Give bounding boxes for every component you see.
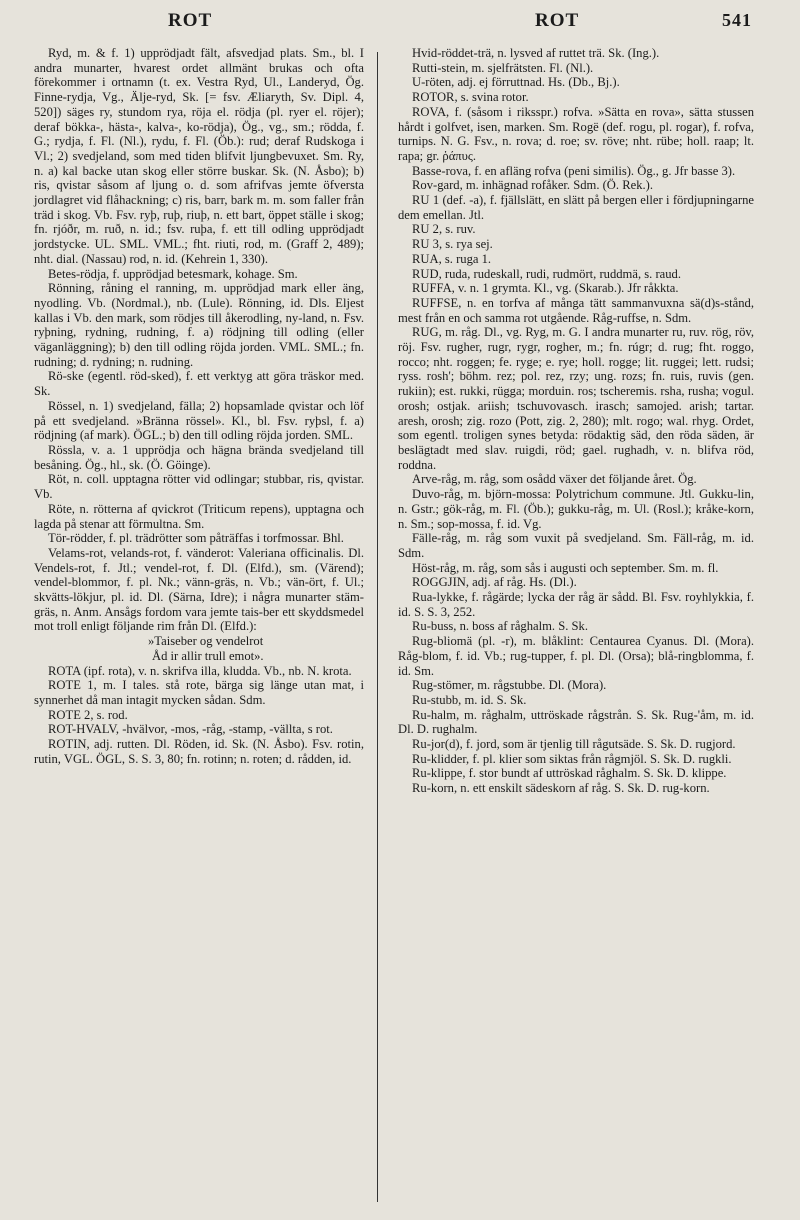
entry-arve-rag: Arve-råg, m. råg, som osådd växer det följande året. Ög. [412,472,697,487]
entry-ru-buss: Ru-buss, n. boss af råghalm. S. Sk. [412,619,588,634]
entry-ryd: Ryd, m. & f. 1) upprödjadt fält, afsvedjad plats. Sm., bl. I andra munarter, hvarest ordet allmänt brukas och ofta förekommer i ortnamn (t. ex. Vestra Ryd, Ul., Landeryd, Ög. Finne-rydja, Vg., Älje-ryd, Sk. [= fsv. Æliaryth, Sv. Dipl. 4, 520]) säges ry, stundom rya, röja el. rödja (pl. ryer el. röjer); deraf bökka-, hästa-, kalva-, ko-rödja), Ög., vg., sm.; rödda, f. G.; rydja, f. Fl. (Nl.), rydu, f. Fl. (Öb.): rud; deraf Rudskoga i Vl.; 2) svedjeland, som med tiden blifvit ljungbevuxet. Sm. Ry, n. a) kal backe utan skog eller större buskar. Sk. (N. Åsbo); b) ris, qvistar såsom af ljung o. d. som afrifvas jemte öfversta jordlagret vid flåhackning; c) ris, barr, bark m. m. som faller från träd i skog. Vb. Fsv. ryþ, ruþ, riuþ, n. ett bart, öppet ställe i skog; fn. rjóðr, m. ruð, n. id.; fsv. ruþa, f. ett till odling upprödjadt jordstycke. UL. SML. VML.; fht. riuti, rod, m. (Graff 2, 489); nht. dial. (Nassau) rod, n. id. (Kehrein 1, 330). [34,46,364,266]
verse-line-1: »Taiseber og vendelrot [148,634,264,649]
entry-ru-1: RU 1 (def. -a), f. fjällslätt, en slätt på bergen eller i fördjupningarne dem emellan. Jtl. [398,193,754,222]
entry-roggjin: ROGGJIN, adj. af råg. Hs. (Dl.). [412,575,577,590]
right-column [398,46,754,796]
entry-velams-rot: Velams-rot, velands-rot, f. vänderot: Valeriana officinalis. Dl. Vendels-rot, f. Jtl.; vendel-rot, f. Dl. (Elfd.), sm. (Värend); vendel-blommor, f. pl. Nk.; vänn-gräs, n. Vb.; vän-ört, f. Ul.; skvätts-lökjur, pl. id. Dl. (Särna, Idre); i några munarter stäm-gräs, n. Anm. Ansågs fordom vara jemte tais-ber ett skyddsmedel mot troll enligt följande rim från Dl. (Elfd.): [34,545,364,634]
entry-rossel: Rössel, n. 1) svedjeland, fälla; 2) hopsamlade qvistar och löf på ett svedjeland. »Bränna rössel». Kl., bl. Fsv. ryþsl, f. a) rödjning (af mark). ÖGL.; b) den till odling röjda jorden. SML. [34,398,364,443]
entry-rug-bliomä: Rug-bliomä (pl. -r), m. blåklint: Centaurea Cyanus. Dl. (Mora). Råg-blom, f. id. Vb.; rug-tupper, f. pl. Dl. (Orsa); blå-ringblomma, f. id. Sm. [398,634,754,678]
entry-rova: ROVA, f. (såsom i riksspr.) rofva. »Sätta en rova», sätta stussen hårdt i golfvet, isen, marken. Sm. Rogë (def. rogu, pl. rogar), f. rofva, turnips. N. G. Fsv., n. rova; d. roe; sv. röve; nht. rübe; holl. raap; lt. rapa; gr. ῥάπυς. [398,104,754,163]
entry-rua-lykke: Rua-lykke, f. rågärde; lycka der råg är sådd. Bl. Fsv. royhlykkia, f. id. S. S. 3, 252. [398,590,754,619]
entry-rot: Röt, n. coll. upptagna rötter vid odlingar; stubbar, ris, qvistar. Vb. [34,472,364,502]
entry-ru-halm: Ru-halm, m. råghalm, uttröskade rågstrån. S. Sk. Rug-'åm, m. id. Dl. D. rughalm. [398,707,754,737]
entry-ru-korn: Ru-korn, n. ett enskilt sädeskorn af råg. S. Sk. D. rug-korn. [412,781,710,796]
entry-ru-2: RU 2, s. ruv. [412,222,476,237]
entry-ruffa: RUFFA, v. n. 1 grymta. Kl., vg. (Skarab.). Jfr råkkta. [412,281,679,296]
entry-rug: RUG, m. råg. Dl., vg. Ryg, m. G. I andra munarter ru, ruv. rög, röv, röj. Fsv. rugher, rugr, rygr, rogher, m.; fn. rúgr; d. rug; fht. roggo, rocco; nht. roggen; fe. ryge; e. rye; holl. rogge; lit. ruggei; lett. rudsi; ryss. rosh'; böhm. rez; pol. rez, rzy; ung. rozs; fn. ruis, ruvis (gen. rukiin); est. rukki, rügga; morduin. ros; tscheremis. rsha, rusha; vogul. orosh; ostjak. ariish; tschuvovasch. irasch; samojed. arish; tartar. aresh, orosh; zig. rozo (Pott, zig. 2, 280); mlt. rogo; wal. rhyg. Ordet, som egentl. troligen synes betyda: rödaktig säd, den röda säden, är beslägtadt med slav. ruigdi, röd; gael. rughadh, v. n. blifva röd, roddna. [398,325,754,472]
entry-falle-rag: Fälle-råg, m. råg som vuxit på svedjeland. Sm. Fäll-råg, m. id. Sdm. [398,531,754,560]
entry-rota: ROTA (ipf. rota), v. n. skrifva illa, kludda. Vb., nb. N. krota. [48,663,352,678]
entry-ruffse: RUFFSE, n. en torfva af många tätt sammanvuxna sä(d)s-stånd, mest från en och samma rot utgående. Råg-ruffse, n. Sdm. [398,295,754,325]
entry-rug-stomer: Rug-stömer, m. rågstubbe. Dl. (Mora). [412,678,607,693]
entry-rot-hvalv: ROT-HVALV, -hvälvor, -mos, -råg, -stamp, -vällta, s rot. [48,722,333,737]
verse-line-2: Åd ir allir trull emot». [152,648,264,663]
header-left-guideword: ROT [168,10,213,31]
entry-duvo-rag: Duvo-råg, m. björn-mossa: Polytrichum commune. Jtl. Gukku-lin, n. Gstr.; gök-råg, m. Fl. (Öb.); gukku-råg, m. Ul. (Rosl.); kråke-korn, n. Sm.; sop-mossa, f. id. Vg. [398,487,754,531]
entry-rotor: ROTOR, s. svina rotor. [412,90,529,105]
entry-rud: RUD, ruda, rudeskall, rudi, rudmört, ruddmä, s. raud. [412,266,681,281]
page-number: 541 [722,10,752,30]
entry-rote-2: ROTE 2, s. rod. [48,707,128,722]
entry-u-roten: U-röten, adj. ej förruttnad. Hs. (Db., Bj.). [412,75,620,90]
entry-ru-3: RU 3, s. rya sej. [412,237,493,252]
header-right-guideword: ROT [535,10,580,31]
running-header [0,10,800,40]
entry-betes-rodja: Betes-rödja, f. upprödjad betesmark, kohage. Sm. [48,266,298,281]
entry-ro-ske: Rö-ske (egentl. röd-sked), f. ett verktyg att göra träskor med. Sk. [34,369,364,399]
entry-basse-rova: Basse-rova, f. en afläng rofva (peni similis). Ög., g. Jfr basse 3). [412,163,736,178]
column-divider [377,52,378,1202]
entry-hvid-roddet-tra: Hvid-röddet-trä, n. lysved af ruttet trä. Sk. (Ing.). [412,46,660,60]
entry-tor-rodder: Tör-rödder, f. pl. trädrötter som påträffas i torfmossar. Bhl. [48,531,344,546]
entry-rossla: Rössla, v. a. 1 upprödja och hägna brända svedjeland till besåning. Ög., hl., sk. (Ö. Göinge). [34,442,364,472]
left-column [34,46,364,766]
entry-rotin: ROTIN, adj. rutten. Dl. Röden, id. Sk. (N. Åsbo). Fsv. rotin, rutin, VGL. ÖGL, S. S. 3, 80; fn. rotinn; n. roten; d. rådden, id. [34,737,364,766]
entry-rov-gard: Rov-gard, m. inhägnad rofåker. Sdm. (Ö. Rek.). [412,178,653,193]
entry-ru-klippe: Ru-klippe, f. stor bundt af uttröskad råghalm. S. Sk. D. klippe. [412,766,727,781]
entry-ru-klidder: Ru-klidder, f. pl. klier som siktas från rågmjöl. S. Sk. D. rugkli. [412,751,732,766]
entry-rua: RUA, s. ruga 1. [412,251,492,266]
entry-host-rag: Höst-råg, m. råg, som sås i augusti och september. Sm. m. fl. [412,560,719,575]
entry-rote-1: ROTE 1, m. I tales. stå rote, bärga sig länge utan mat, i synnerhet då man intagit mycken sådan. Sdm. [34,678,364,707]
entry-ru-stubb: Ru-stubb, m. id. S. Sk. [412,692,527,707]
entry-ru-jord: Ru-jor(d), f. jord, som är tjenlig till rågutsäde. S. Sk. D. rugjord. [412,737,736,752]
entry-rutti-stein: Rutti-stein, m. sjelfrätsten. Fl. (Nl.). [412,60,594,75]
entry-rote: Röte, n. rötterna af qvickrot (Triticum repens), upptagna och lagda på stenar att förmultna. Sm. [34,501,364,531]
entry-ronning: Rönning, råning el ranning, m. upprödjad mark eller äng, nyodling. Vb. (Nordmal.), nb. (Lule). Rönning, id. Dls. Eljest kallas i Vb. den mark, som rödjes till åkerodling, ny-land, n. Fsv. ryþning, rydning, rudning, f. a) rödjning till odling (eller väganläggning); b) den till odling röjda jorden. VML. SML.; fn. rudning; d. rydning; n. rudning. [34,281,364,369]
